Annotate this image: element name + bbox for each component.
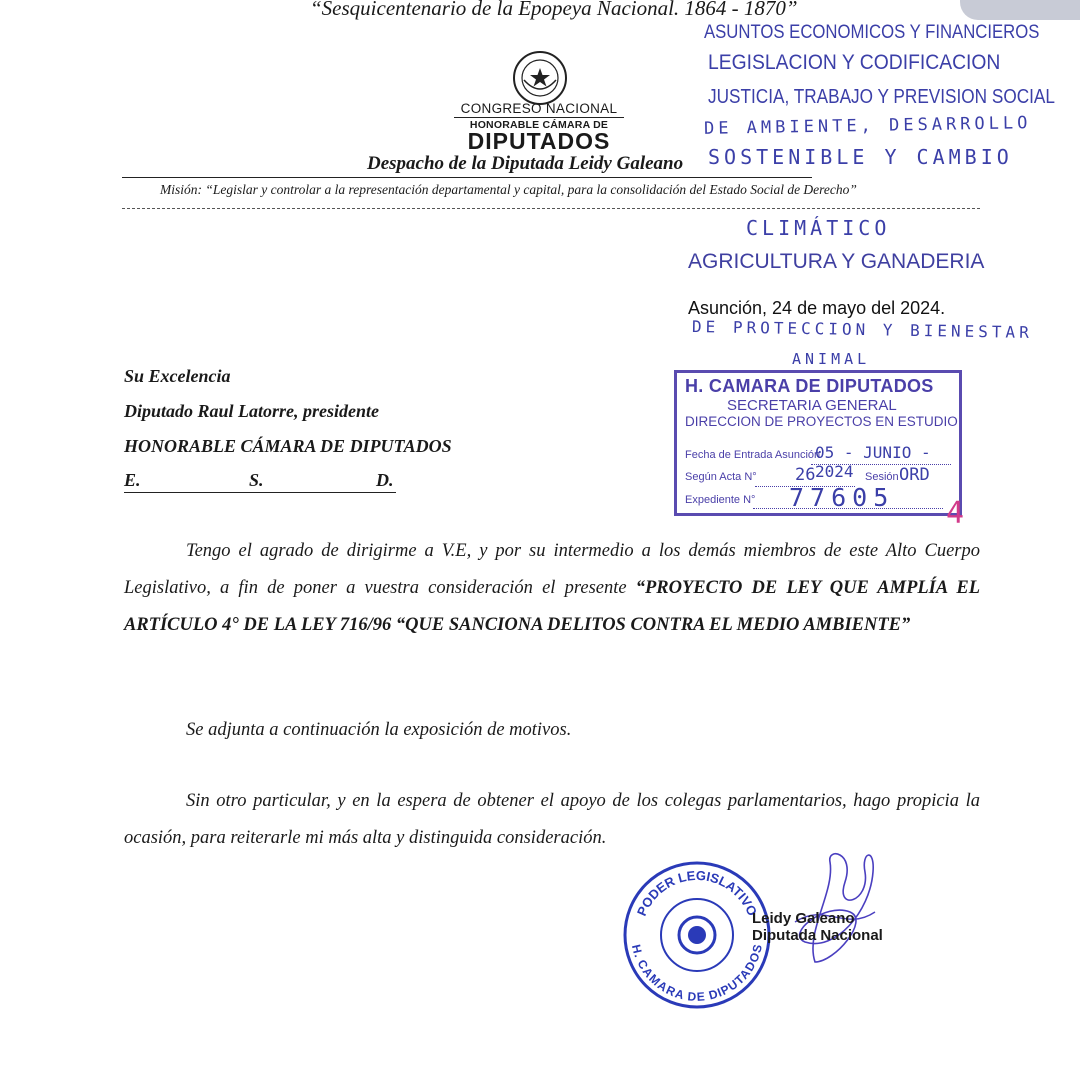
seal-bottom-text: H. CAMARA DE DIPUTADOS <box>628 943 765 1004</box>
logo-line-diputados: DIPUTADOS <box>467 128 611 154</box>
esd-d: D. <box>376 470 394 490</box>
addressee-line3: HONORABLE CÁMARA DE DIPUTADOS <box>124 436 452 456</box>
office-title: Despacho de la Diputada Leidy Galeano <box>367 153 684 174</box>
mission-statement: Misión: “Legislar y controlar a la representación departamental y capital, para la consolidación del Estado Social de Derecho” <box>160 182 857 197</box>
corner-shade <box>960 0 1080 20</box>
body-paragraph-3: Sin otro particular, y en la espera de obtener el apoyo de los colegas parlamentarios, hago propicia la ocasión, para reiterarle mi más alta y distinguida consideración. <box>124 791 980 848</box>
entry-stamp-direccion: DIRECCION DE PROYECTOS EN ESTUDIO <box>685 414 958 429</box>
expediente-value: 77605 <box>789 483 895 512</box>
commission-stamp-line3: JUSTICIA, TRABAJO Y PREVISION SOCIAL <box>708 86 1055 108</box>
handwritten-commission-4: DE PROTECCION Y BIENESTAR <box>691 317 1033 342</box>
commission-stamp-line1: ASUNTOS ECONOMICOS Y FINANCIEROS <box>704 22 1040 43</box>
handwritten-signature <box>775 842 885 972</box>
entry-stamp-title: H. CAMARA DE DIPUTADOS <box>685 376 934 396</box>
session-label: Sesión <box>865 471 899 483</box>
entry-stamp-secretaria: SECRETARIA GENERAL <box>727 397 897 414</box>
header-rule <box>122 177 812 178</box>
commission-stamp-line4: AGRICULTURA Y GANADERIA <box>688 250 985 273</box>
header-motto: “Sesquicentenario de la Epopeya Nacional. 1864 - 1870” <box>310 0 798 20</box>
logo-line-congreso: CONGRESO NACIONAL <box>454 101 624 118</box>
para1-intro: Tengo el agrado de dirigirme a V.E, y por su intermedio a los demás miembros de este Alto Cuerpo Legislativo, a fin de poner a vuestra consideración el presente <box>124 541 980 598</box>
entry-date-value: 05 - JUNIO - 2024 <box>815 443 931 481</box>
legislative-seal <box>622 860 772 1010</box>
esd-s: S. <box>249 470 264 490</box>
page-number-mark: 4 <box>946 496 965 531</box>
entry-date-label: Fecha de Entrada Asunción <box>685 449 821 461</box>
bill-title: “PROYECTO DE LEY QUE AMPLÍA EL ARTÍCULO 4° DE LA LEY 716/96 “QUE SANCIONA DELITOS CONTRA EL MEDIO AMBIENTE” <box>124 578 980 635</box>
expediente-label: Expediente N° <box>685 494 756 506</box>
acta-label: Según Acta N° <box>685 471 757 483</box>
signer-block <box>752 910 883 944</box>
signer-name: Leidy Galeano <box>752 910 855 927</box>
coat-of-arms-icon <box>512 50 568 106</box>
date-line: Asunción, 24 de mayo del 2024. <box>688 298 946 318</box>
addressee-line2: Diputado Raul Latorre, presidente <box>124 401 380 421</box>
addressee-esd <box>124 470 396 493</box>
esd-e: E. <box>124 470 141 490</box>
signer-role: Diputada Nacional <box>752 927 883 944</box>
session-value: ORD <box>899 465 930 485</box>
logo-line-honorable: HONORABLE CÁMARA DE <box>469 119 609 131</box>
commission-stamp-line2: LEGISLACION Y CODIFICACION <box>708 51 1001 74</box>
handwritten-commission-2: SOSTENIBLE Y CAMBIO <box>708 145 1013 169</box>
acta-value: 26 <box>795 465 816 485</box>
handwritten-commission-1: DE AMBIENTE, DESARROLLO <box>703 113 1032 139</box>
seal-top-text: PODER LEGISLATIVO <box>633 867 761 919</box>
entry-stamp <box>674 370 962 516</box>
handwritten-commission-3: CLIMÁTICO <box>746 216 891 240</box>
body-paragraph-1 <box>124 533 980 644</box>
body-paragraph-2: Se adjunta a continuación la exposición de motivos. <box>186 720 572 740</box>
institution-logo-text <box>454 101 624 152</box>
handwritten-commission-5: ANIMAL <box>792 350 871 368</box>
header-dashed-rule <box>122 208 980 209</box>
addressee-line1: Su Excelencia <box>124 366 231 386</box>
